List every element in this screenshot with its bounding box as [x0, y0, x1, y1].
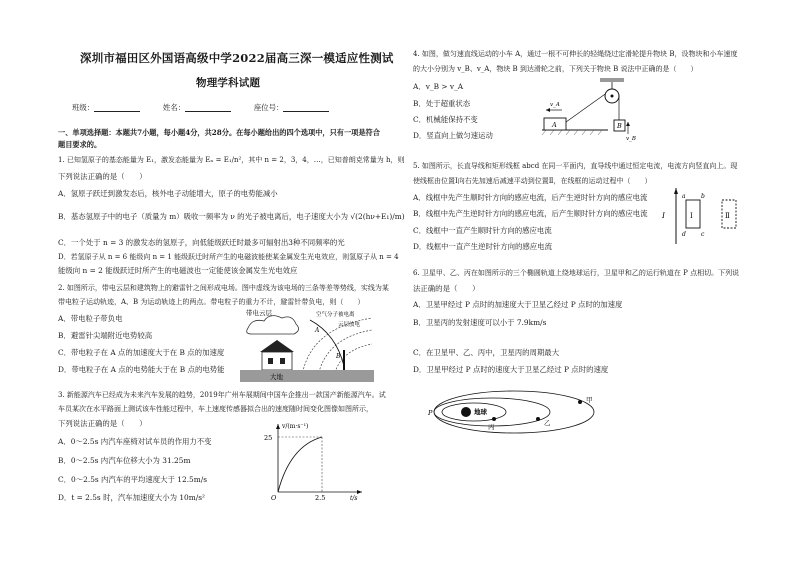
- q3-vt-graph: [262, 420, 366, 502]
- air-ionized-label: 空气分子被电离: [316, 312, 355, 318]
- q3-option-b[interactable]: B．0～2.5s 内汽车位移大小为 31.25m: [58, 456, 191, 465]
- car-a-label: A: [552, 121, 557, 129]
- section-heading: 一、单项选择题：本题共7小题，每小题4分，共28分。在每小题给出的四个选项中，只有一项是符合: [58, 128, 380, 137]
- q1-option-b[interactable]: B．基态氢原子中的电子（质量为 m）吸收一频率为 ν 的光子被电离后，电子速度大小为 √(2(hν+E₁)/m): [58, 212, 405, 221]
- current-label: I: [662, 211, 665, 220]
- q3-stem-cont2: 下列说法正确的是（ ）: [58, 419, 147, 428]
- q2-stem-cont: 带电粒子运动轨迹，A、B 为运动轨迹上的两点。带电粒子的重力不计，避雷针带负电，则（ ）: [58, 298, 365, 306]
- q3-option-a[interactable]: A．0～2.5s 内汽车座椅对试车员的作用力不变: [58, 437, 212, 446]
- q2-option-d[interactable]: D．带电粒子在 A 点的电势能大于在 B 点的电势能: [58, 365, 225, 374]
- q5-option-a[interactable]: A．线框中先产生顺时针方向的感应电流，后产生逆时针方向的感应电流: [413, 193, 648, 202]
- discharge-label: 云层放电: [338, 322, 361, 328]
- ground: [240, 370, 374, 382]
- q3-stem-cont: 车员某次在水平路面上测试该车性能过程中，车上速度传感器拟合出的速度随时间变化图像如图所示，: [58, 405, 373, 413]
- q5-stem-cont: 使线框由位置Ⅰ向右先加速后减速平动到位置Ⅱ，在线框的运动过程中（ ）: [413, 177, 652, 185]
- q3-stem: 3. 新能源汽车已经成为未来汽车发展的趋势，2019年广州车展期间中国车企推出一款国产新能源汽车。试: [58, 391, 386, 399]
- earth-label: 地球: [474, 408, 487, 416]
- q5-option-d[interactable]: D．线框中一直产生逆时针方向的感应电流: [413, 242, 552, 251]
- corner-a: a: [682, 193, 686, 200]
- q6-option-b[interactable]: B．卫星丙的发射速度可以小于 7.9km/s: [413, 318, 547, 327]
- pos2-label: Ⅱ: [725, 212, 730, 220]
- q4-option-a[interactable]: A．v_B > v_A: [413, 82, 464, 91]
- yi-label: 乙: [544, 419, 551, 427]
- pos1-label: Ⅰ: [690, 212, 693, 220]
- corner-b: b: [701, 193, 705, 200]
- name-field[interactable]: [185, 103, 231, 112]
- origin-label: O: [271, 494, 277, 502]
- page-title: 深圳市福田区外国语高级中学2022届高三深一模适应性测试: [80, 51, 394, 65]
- point-a-label: A: [315, 327, 320, 334]
- q1-stem: 1. 已知氢原子的基态能量为 E₁，激发态能量为 Eₙ = E₁/n²，其中 n = 2，3，4，…，已知普朗克常量为 h，则: [58, 156, 405, 164]
- q4-pulley-figure: [540, 78, 636, 142]
- q3-option-c[interactable]: C．0～2.5s 内汽车的平均速度大于 12.5m/s: [58, 475, 208, 484]
- jia-label: 甲: [586, 396, 593, 404]
- q3-option-d[interactable]: D．t = 2.5s 时，汽车加速度大小为 10m/s²: [58, 493, 205, 502]
- q6-orbit-figure: [426, 388, 616, 440]
- satellite-yi: [536, 417, 540, 421]
- q1-option-d[interactable]: D．若氢原子从 n = 6 能级向 n = 1 能级跃迁时所产生的电磁波能使某金属发生光电效应，则氢原子从 n = 4: [58, 253, 399, 261]
- q1-option-a[interactable]: A．氢原子跃迁到激发态后，核外电子动能增大，原子的电势能减小: [58, 189, 278, 198]
- x-tick-2-5: 2.5: [315, 494, 326, 502]
- q5-option-c[interactable]: C．线框中一直产生顺时针方向的感应电流: [413, 226, 552, 235]
- q5-stem: 5. 如图所示，长直导线和矩形线框 abcd 在同一平面内，直导线中通过恒定电流，电流方向竖直向上。现: [413, 162, 738, 170]
- satellite-bing: [492, 417, 496, 421]
- q2-figure: [240, 306, 374, 382]
- point-p-label: P: [428, 409, 433, 417]
- point-b-label: B: [336, 353, 341, 360]
- q5-wire-loop-figure: [660, 186, 748, 248]
- rope: [566, 92, 608, 122]
- q4-option-c[interactable]: C．机械能保持不变: [413, 115, 478, 124]
- corner-c: c: [701, 231, 705, 238]
- class-field-label: 班级: [72, 103, 87, 112]
- q6-stem: 6. 卫星甲、乙、丙在如图所示的三个椭圆轨道上绕地球运行，卫星甲和乙的运行轨道在 P 点相切。下列说: [413, 269, 740, 277]
- q4-option-d[interactable]: D．竖直向上做匀速运动: [413, 131, 493, 140]
- q1-option-c[interactable]: C．一个处于 n = 3 的激发态的氢原子，向低能级跃迁时最多可辐射出3种不同频率的光: [58, 238, 345, 247]
- name-field-label: 姓名: [162, 103, 178, 112]
- cloud-label: 带电云层: [246, 309, 272, 317]
- satellite-jia: [578, 400, 582, 404]
- q6-stem-cont: 法正确的是（ ）: [413, 284, 480, 293]
- class-field[interactable]: [94, 103, 140, 112]
- q6-option-c[interactable]: C．在卫星甲、乙、丙中，卫星丙的周期最大: [413, 348, 560, 357]
- v-axis-label: v/(m·s⁻¹): [282, 423, 309, 430]
- ground-label: 大地: [270, 373, 283, 381]
- q1-option-d-cont[interactable]: 能级向 n = 2 能级跃迁时所产生的电磁波也一定能使该金属发生光电效应: [58, 266, 298, 275]
- bing-label: 丙: [488, 423, 495, 431]
- loop-position-1: [686, 200, 700, 228]
- q5-option-b[interactable]: B．线框中先产生逆时针方向的感应电流，后产生顺时针方向的感应电流: [413, 209, 648, 218]
- y-tick-25: 25: [264, 434, 273, 442]
- q2-option-c[interactable]: C．带电粒子在 A 点的加速度大于在 B 点的加速度: [58, 348, 225, 357]
- building: [262, 352, 292, 370]
- vb-label: v_B: [626, 136, 636, 142]
- seat-field-label: 座位号: [253, 103, 277, 112]
- q4-stem-cont: 的大小分别为 v_B、v_A，物块 B 到达滑轮之前，下列关于物块 B 说法中正确的是（ ）: [413, 65, 698, 73]
- q6-option-d[interactable]: D．卫星甲经过 P 点时的速度大于卫星乙经过 P 点时的速度: [413, 365, 609, 374]
- orbit-yi: [434, 398, 550, 426]
- q4-option-b[interactable]: B．处于超重状态: [413, 99, 471, 108]
- va-label: v_A: [550, 102, 560, 108]
- t-axis-label: t/s: [350, 495, 358, 502]
- seat-field[interactable]: [283, 103, 329, 112]
- q1-stem-cont: 下列说法正确的是（ ）: [58, 172, 147, 181]
- q2-stem: 2. 如图所示，带电云层和建筑物上的避雷针之间形成电场。图中虚线为该电场的三条等差等势线，实线为某: [58, 284, 389, 292]
- block-b-label: B: [617, 122, 622, 130]
- q2-option-b[interactable]: B．避雷针尖端附近电势较高: [58, 331, 153, 340]
- orbit-jia: [434, 391, 594, 433]
- student-info-row: 班级： 姓名： 座位号：: [72, 103, 329, 112]
- q2-option-a[interactable]: A．带电粒子带负电: [58, 314, 123, 323]
- velocity-curve: [278, 437, 322, 492]
- page-subtitle: 物理学科试题: [196, 77, 261, 89]
- earth: [461, 407, 471, 417]
- corner-d: d: [682, 231, 686, 238]
- section-heading-cont: 题目要求的。: [58, 140, 102, 149]
- q4-stem: 4. 如图，做匀速直线运动的小车 A，通过一根不可伸长的轻绳绕过定滑轮提升物块 B，设物块和小车速度: [413, 50, 738, 58]
- q6-option-a[interactable]: A．卫星甲经过 P 点时的加速度大于卫星乙经过 P 点时的加速度: [413, 300, 623, 309]
